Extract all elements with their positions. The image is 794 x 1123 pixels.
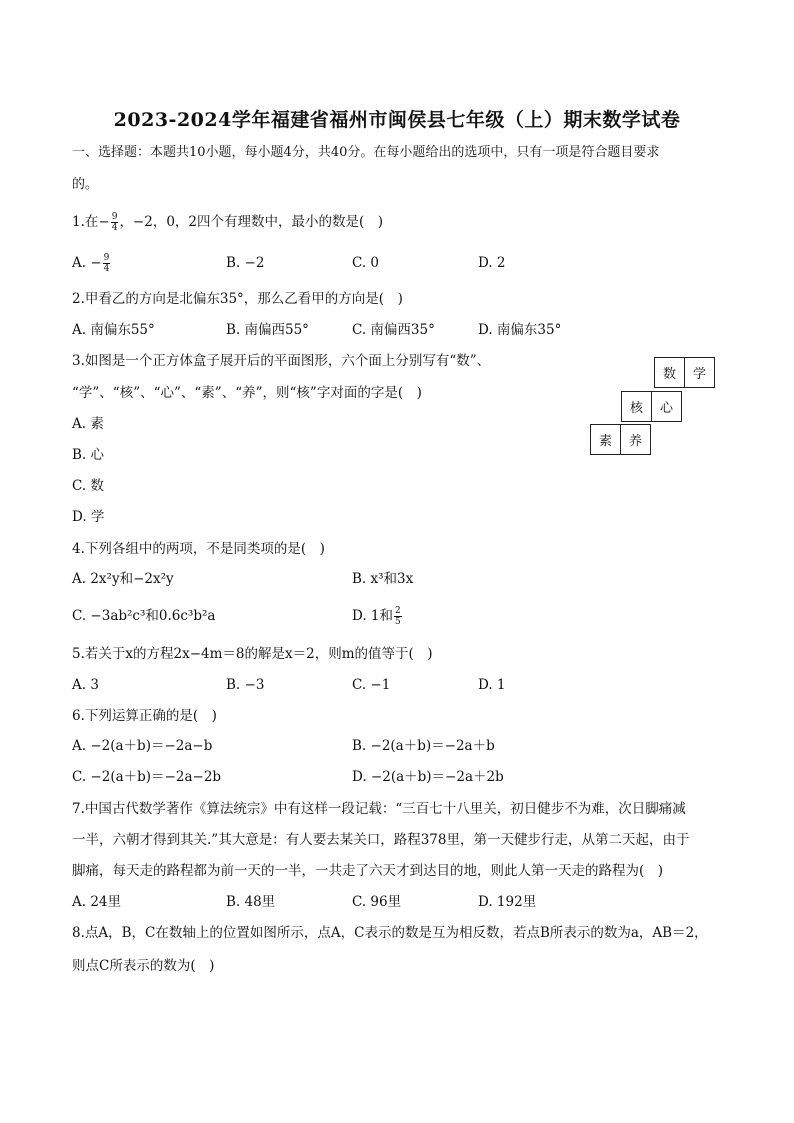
q4-option-a[interactable]: A. 2x²y和−2x²y — [72, 571, 174, 587]
q1-option-b[interactable]: B. −2 — [226, 255, 265, 271]
question-6-stem: 6.下列运算正确的是( ) — [72, 708, 217, 724]
question-7-stem-line1: 7.中国古代数学著作《算法统宗》中有这样一段记载：“三百七十八里关，初日健步不为难，次日脚痛减 — [72, 801, 686, 817]
net-cell-he: 核 — [621, 391, 652, 422]
question-2-stem: 2.甲看乙的方向是北偏东35°，那么乙看甲的方向是( ) — [72, 291, 403, 307]
section-instructions-line2: 的。 — [72, 177, 99, 192]
q1-option-c[interactable]: C. 0 — [352, 255, 380, 271]
q1-rest: ，−2，0，2四个有理数中，最小的数是( ) — [119, 214, 384, 230]
q3-option-c[interactable]: C. 数 — [72, 478, 104, 494]
net-cell-xue: 学 — [684, 357, 715, 388]
question-5-stem: 5.若关于x的方程2x−4m＝8的解是x＝2，则m的值等于( ) — [72, 646, 433, 662]
q4-option-d[interactable]: D. 1和 $\frac{2}{5}$ — [352, 606, 401, 627]
question-3-stem-line1: 3.如图是一个正方体盒子展开后的平面图形，六个面上分别写有“数”、 — [72, 353, 491, 369]
question-8-stem-line2: 则点C所表示的数为( ) — [72, 958, 215, 974]
section-instructions-line1: 一、选择题：本题共10小题，每小题4分，共40分。在每小题给出的选项中，只有一项是符合题目要求 — [72, 145, 660, 160]
q6-option-c[interactable]: C. −2(a＋b)＝−2a−2b — [72, 769, 222, 785]
question-8-stem-line1: 8.点A，B，C在数轴上的位置如图所示，点A，C表示的数是互为相反数，若点B所表示的数为a，AB＝2， — [72, 925, 708, 941]
question-4-stem: 4.下列各组中的两项，不是同类项的是( ) — [72, 541, 325, 557]
cube-net-figure — [588, 357, 720, 455]
q7-option-c[interactable]: C. 96里 — [352, 894, 402, 910]
question-7-stem-line3: 脚痛，每天走的路程都为前一天的一半，一共走了六天才到达目的地，则此人第一天走的路程为( ) — [72, 863, 664, 879]
q3-option-d[interactable]: D. 学 — [72, 509, 105, 525]
q5-option-b[interactable]: B. −3 — [226, 677, 265, 693]
q5-option-a[interactable]: A. 3 — [72, 677, 99, 693]
q2-option-a[interactable]: A. 南偏东55° — [72, 322, 155, 338]
q3-option-a[interactable]: A. 素 — [72, 416, 104, 432]
q4-option-c[interactable]: C. −3ab²c³和0.6c³b²a — [72, 608, 216, 624]
q5-option-d[interactable]: D. 1 — [478, 677, 506, 693]
q2-option-c[interactable]: C. 南偏西35° — [352, 322, 435, 338]
q1-prefix: 1.在 — [72, 214, 99, 230]
q6-option-a[interactable]: A. −2(a＋b)＝−2a−b — [72, 738, 213, 754]
net-cell-xin: 心 — [651, 391, 682, 422]
page-title: 2023-2024学年福建省福州市闽侯县七年级（上）期末数学试卷 — [113, 109, 681, 131]
question-7-stem-line2: 一半，六朝才得到其关.”其大意是：有人要去某关口，路程378里，第一天健步行走，从第二天起，由于 — [72, 832, 690, 848]
net-cell-yang: 养 — [620, 424, 651, 455]
q5-option-c[interactable]: C. −1 — [352, 677, 391, 693]
q1-fraction: $\frac{9}{4}$ — [111, 212, 118, 233]
question-3-stem-line2: “学”、“核”、“心”、“素”、“养”，则“核”字对面的字是( ) — [72, 385, 422, 401]
net-cell-su: 素 — [590, 424, 621, 455]
q1-option-d[interactable]: D. 2 — [478, 255, 506, 271]
q2-option-b[interactable]: B. 南偏西55° — [226, 322, 309, 338]
q3-option-b[interactable]: B. 心 — [72, 447, 105, 463]
q2-option-d[interactable]: D. 南偏东35° — [478, 322, 562, 338]
q7-option-d[interactable]: D. 192里 — [478, 894, 537, 910]
q7-option-b[interactable]: B. 48里 — [226, 894, 276, 910]
q7-option-a[interactable]: A. 24里 — [72, 894, 122, 910]
net-cell-shu: 数 — [654, 357, 685, 388]
question-1-stem: 1.在− $\frac{9}{4}$ ，−2，0，2四个有理数中，最小的数是( ) — [72, 212, 384, 233]
q4-option-b[interactable]: B. x³和3x — [352, 571, 414, 587]
q6-option-b[interactable]: B. −2(a＋b)＝−2a＋b — [352, 738, 495, 754]
q1-option-a[interactable]: A. − $\frac{9}{4}$ — [72, 253, 110, 274]
q6-option-d[interactable]: D. −2(a＋b)＝−2a＋2b — [352, 769, 504, 785]
